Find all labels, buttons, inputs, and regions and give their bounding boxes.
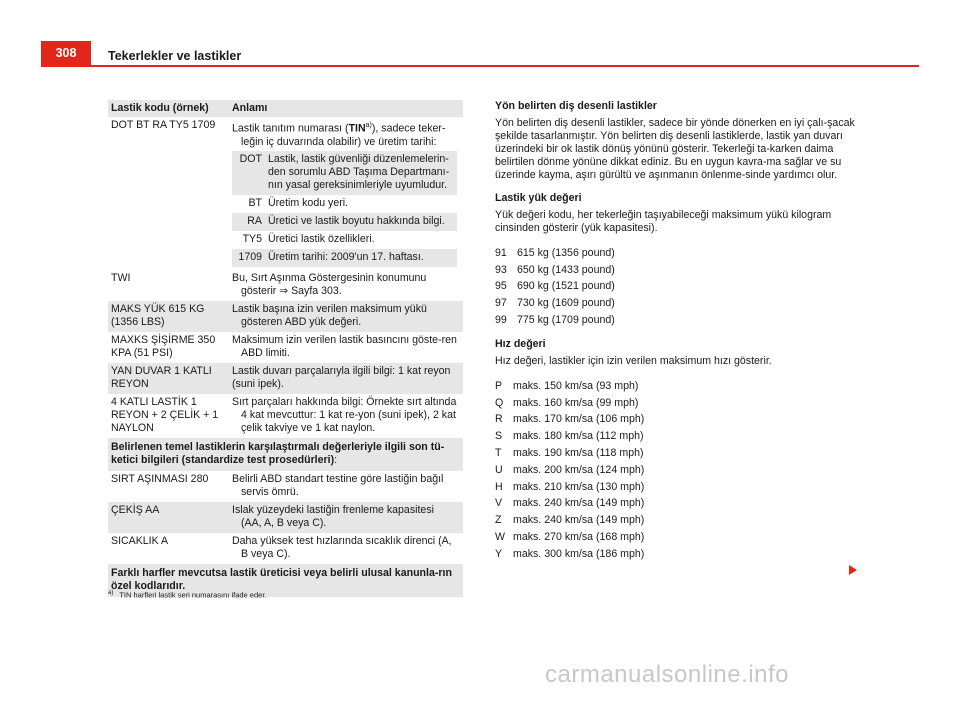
list-code: 91: [495, 246, 507, 259]
speed-index-text: Hız değeri, lastikler için izin verilen maksimum hızı gösterir.: [495, 354, 772, 367]
cell-meaning: Lastik başına izin verilen maksimum yükü gösteren ABD yük değeri.: [232, 302, 427, 328]
list-code: P: [495, 379, 503, 392]
list-value: maks. 240 km/sa (149 mph): [513, 514, 645, 527]
subtable-row: [232, 231, 457, 249]
list-value: maks. 210 km/sa (130 mph): [513, 480, 645, 493]
table-row-treadwear: [108, 471, 463, 502]
list-code: U: [495, 463, 503, 476]
list-code: W: [495, 531, 505, 544]
sub-value: Üretici lastik özellikleri.: [268, 232, 375, 245]
sub-key: BT: [248, 196, 262, 209]
cell-code: DOT BT RA TY5 1709: [111, 119, 216, 131]
sub-key: DOT: [239, 152, 262, 165]
list-value: maks. 160 km/sa (99 mph): [513, 396, 639, 409]
cell-code: ÇEKİŞ AA: [111, 503, 160, 516]
subtable-row: [232, 151, 457, 195]
sub-key: TY5: [242, 232, 262, 245]
header-divider: [41, 65, 919, 67]
tire-code-table: [108, 100, 463, 597]
column-header-code: Lastik kodu (örnek): [111, 102, 209, 114]
list-item: [495, 462, 855, 479]
sub-key: RA: [247, 214, 262, 227]
table-row-temperature: [108, 533, 463, 564]
cell-meaning: Bu, Sırt Aşınma Göstergesinin konumunu gösterir ⇒ Sayfa 303.: [232, 271, 427, 297]
triangle-right-icon: [849, 565, 857, 575]
sub-value: Üretici ve lastik boyutu hakkında bilgi.: [268, 214, 445, 227]
utqg-heading-colon: :: [334, 453, 338, 466]
footnote-ref: a): [365, 122, 372, 129]
cell-meaning: Lastik duvarı parçalarıyla ilgili bilgi: 1 kat reyon (suni ipek).: [232, 364, 451, 390]
list-code: T: [495, 447, 502, 460]
list-value: 775 kg (1709 pound): [517, 314, 615, 327]
list-code: R: [495, 413, 503, 426]
list-item: [495, 529, 855, 546]
page-number-badge: [41, 41, 91, 65]
list-code: 93: [495, 263, 507, 276]
subtable-row: [232, 249, 457, 267]
cell-meaning: Sırt parçaları hakkında bilgi: Örnekte sırt altında 4 kat mevcuttur: 1 kat re-yon (suni ipek), 2 kat çelik takviye ve 1 kat naylon.: [232, 395, 457, 434]
dot-subtable: [232, 151, 457, 267]
table-row-traction: [108, 502, 463, 533]
dot-meaning-rest: ), sadece teker-leğin iç duvarında olabilir) ve üretim tarihi:: [241, 122, 446, 148]
directional-tires-text: Yön belirten diş desenli lastikler, sadece bir yönde dönerken en iyi çalı-şacak şekilde tasarlanmıştır. Yön belirten diş desenli lastiklerde, lastik yan duvarı üzerindeki bir ok lastik dönüş yönünü gösterir. Tekerleği ta-karken daima belirtilen dönme yönüne dikkat ediniz. Bu en uygun kavra-ma sağlar ve su üzerinde kayma, aşırı gürültü ve aşınmanın önlenme-sinde yardımcı olur.: [495, 117, 855, 181]
cell-meaning: Belirli ABD standart testine göre lastiğin bağıl servis ömrü.: [232, 472, 444, 498]
list-item: [495, 378, 855, 395]
list-code: Z: [495, 514, 502, 527]
cell-code: MAXKS ŞİŞİRME 350 KPA (51 PSI): [111, 333, 216, 359]
cell-code: MAKS YÜK 615 KG (1356 LBS): [111, 302, 205, 328]
right-column: [495, 100, 855, 572]
sub-value: Lastik, lastik güvenliği düzenlemelerin-den sorumlu ABD Taşıma Departmanı-nın yasal gereksinimleriyle uyumludur.: [268, 152, 450, 191]
cell-code: SIRT AŞINMASI 280: [111, 472, 209, 485]
list-code: Y: [495, 547, 503, 560]
list-item: [495, 445, 855, 462]
cell-code: 4 KATLI LASTİK 1 REYON + 2 ÇELİK + 1 NAYLON: [111, 395, 219, 434]
subtable-row: [232, 213, 457, 231]
cell-code: SICAKLIK A: [111, 534, 169, 547]
table-row-sidewall: [108, 363, 463, 394]
table-row-max-inflation: [108, 332, 463, 363]
subtable-row: [232, 195, 457, 213]
list-item: [495, 428, 855, 445]
list-code: Q: [495, 396, 504, 409]
table-header-row: [108, 100, 463, 117]
watermark: carmanualsonline.info: [545, 661, 789, 688]
list-item: [495, 295, 855, 312]
list-item: [495, 262, 855, 279]
list-code: V: [495, 497, 503, 510]
footnote-marker: a): [108, 590, 114, 596]
table-row-plies: [108, 394, 463, 438]
list-code: 97: [495, 297, 507, 310]
cell-meaning: Daha yüksek test hızlarında sıcaklık direnci (A, B veya C).: [232, 534, 452, 560]
page-title: Tekerlekler ve lastikler: [108, 49, 242, 63]
list-value: maks. 190 km/sa (118 mph): [513, 447, 644, 460]
list-item: [495, 412, 855, 429]
dot-meaning-start: Lastik tanıtım numarası (: [232, 122, 349, 135]
list-code: S: [495, 430, 503, 443]
table-row-twi: [108, 270, 463, 301]
list-item: [495, 245, 855, 262]
list-value: 730 kg (1609 pound): [517, 297, 615, 310]
list-value: maks. 270 km/sa (168 mph): [513, 531, 645, 544]
sub-value: Üretim kodu yeri.: [268, 196, 349, 209]
cell-meaning: [232, 119, 463, 267]
table-row-dot: [108, 117, 463, 270]
dot-meaning-text: [232, 119, 457, 149]
list-value: maks. 300 km/sa (186 mph): [513, 547, 645, 560]
sub-key: 1709: [238, 250, 262, 263]
load-index-list: [495, 245, 855, 329]
table-row-max-load: [108, 301, 463, 332]
list-item: [495, 312, 855, 329]
list-code: 95: [495, 280, 507, 293]
list-value: maks. 200 km/sa (124 mph): [513, 463, 645, 476]
list-value: 690 kg (1521 pound): [517, 280, 615, 293]
list-item: [495, 479, 855, 496]
section-heading-other-codes: Farklı harfler mevcutsa lastik üreticisi veya belirli ulusal kanunla-rın özel kodlarıdır.: [108, 564, 463, 597]
column-header-meaning: Anlamı: [232, 102, 268, 114]
utqg-heading-text: Belirlenen temel lastiklerin karşılaştırmalı değerleriyle ilgili son tü-ketici bilgileri (standardize test prosedürleri): [111, 440, 445, 466]
section-heading-utqg: [108, 438, 463, 471]
footnote-text: TIN harfleri lastik seri numarasını ifade eder.: [119, 590, 267, 600]
sub-value: Üretim tarihi: 2009'un 17. haftası.: [268, 250, 424, 263]
list-value: maks. 180 km/sa (112 mph): [513, 430, 644, 443]
list-code: H: [495, 480, 503, 493]
list-code: 99: [495, 314, 507, 327]
list-item: [495, 546, 855, 563]
cell-code: TWI: [111, 271, 131, 284]
cell-code: YAN DUVAR 1 KATLI REYON: [111, 364, 212, 390]
list-value: 615 kg (1356 pound): [517, 246, 615, 259]
list-item: [495, 279, 855, 296]
directional-tires-heading: Yön belirten diş desenli lastikler: [495, 100, 657, 112]
list-value: maks. 240 km/sa (149 mph): [513, 497, 645, 510]
list-item: [495, 512, 855, 529]
load-index-heading: Lastik yük değeri: [495, 192, 582, 204]
tin-label: TIN: [348, 122, 366, 135]
speed-index-heading: Hız değeri: [495, 337, 546, 350]
list-item: [495, 395, 855, 412]
list-value: maks. 170 km/sa (106 mph): [513, 413, 645, 426]
list-value: 650 kg (1433 pound): [517, 263, 615, 276]
footnote: [108, 587, 267, 602]
cell-meaning: Maksimum izin verilen lastik basıncını göste-ren ABD limiti.: [232, 333, 457, 359]
page-number: 308: [55, 45, 77, 60]
list-item: [495, 496, 855, 513]
list-value: maks. 150 km/sa (93 mph): [513, 379, 639, 392]
cell-meaning: Islak yüzeydeki lastiğin frenleme kapasitesi (AA, A, B veya C).: [232, 503, 434, 529]
speed-index-list: [495, 378, 855, 563]
load-index-text: Yük değeri kodu, her tekerleğin taşıyabileceği maksimum yükü kilogram cinsinden gösterir (yük kapasitesi).: [495, 209, 832, 234]
